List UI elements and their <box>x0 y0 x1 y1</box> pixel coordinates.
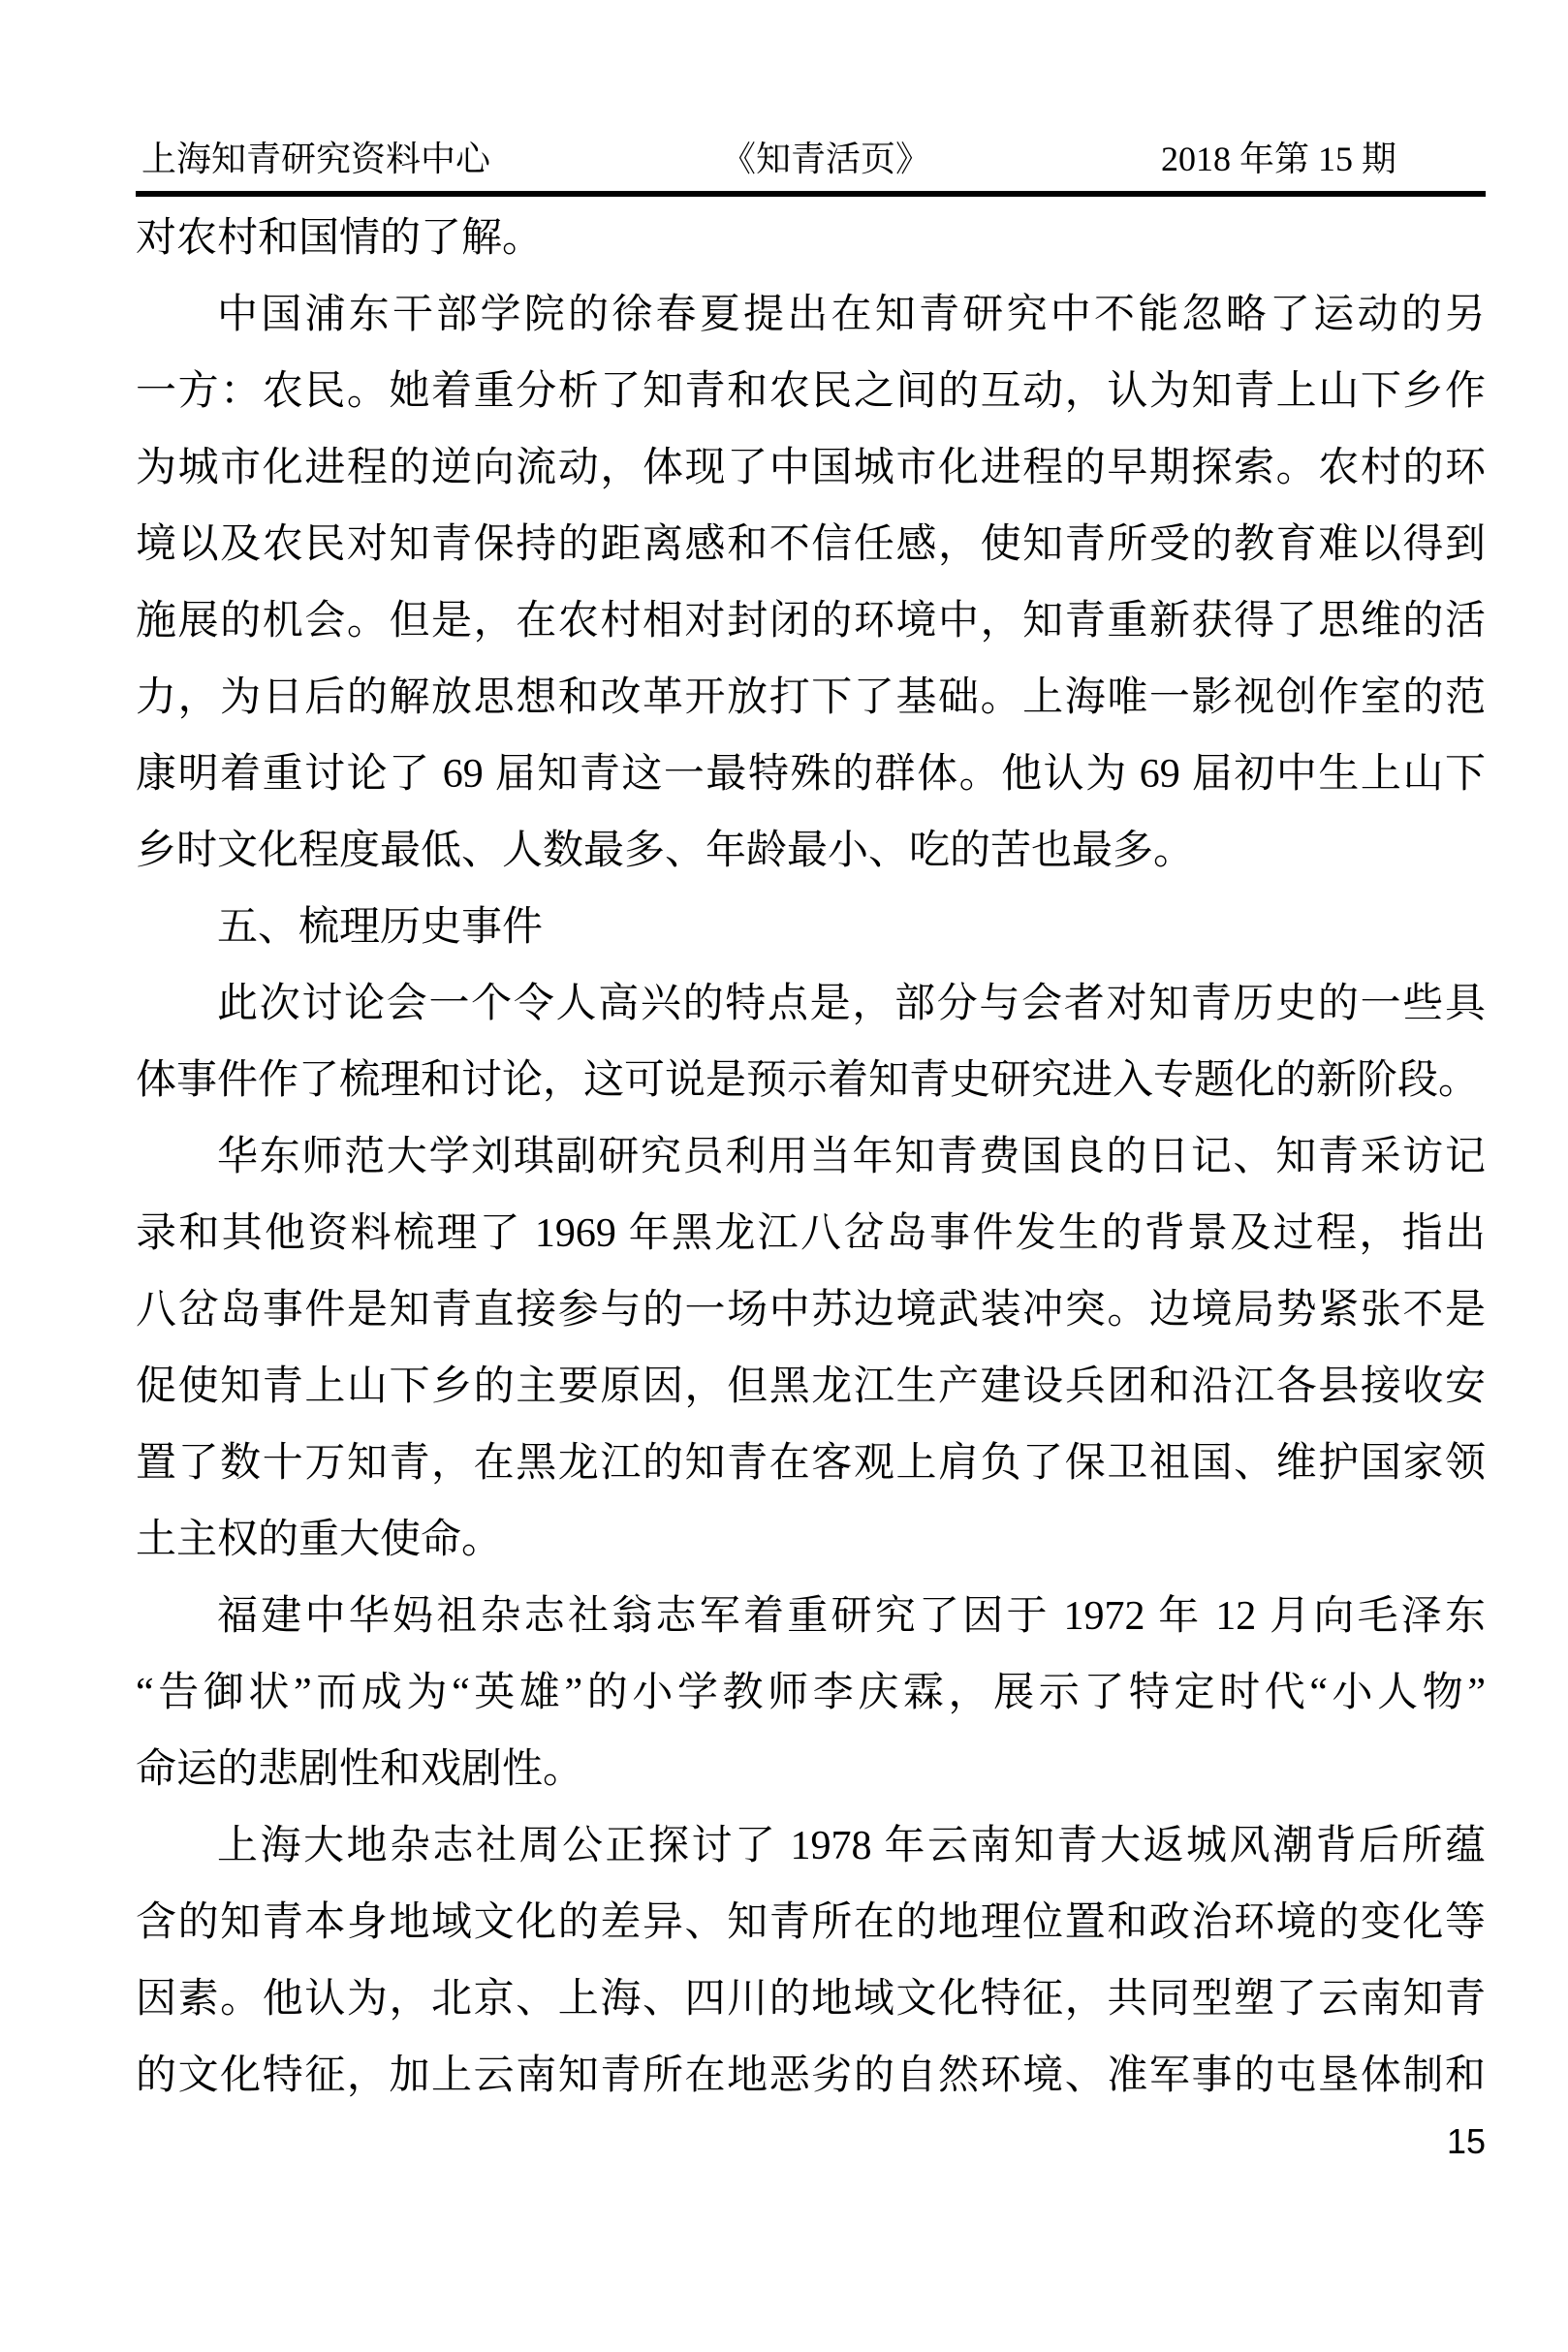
page-header <box>136 139 1486 179</box>
body-text-line: 华东师范大学刘琪副研究员利用当年知青费国良的日记、知青采访记 <box>217 1135 1486 1179</box>
body-text-line: 康明着重讨论了 69 届知青这一最特殊的群体。他认为 69 届初中生上山下 <box>136 752 1486 797</box>
body-text-line: 五、梳理历史事件 <box>217 905 544 950</box>
page-footer <box>136 2120 1486 2163</box>
body-text-line: 含的知青本身地域文化的差异、知青所在的地理位置和政治环境的变化等 <box>136 1900 1486 1945</box>
page-number: 15 <box>1446 2121 1486 2161</box>
body-text-line: 一方：农民。她着重分析了知青和农民之间的互动，认为知青上山下乡作 <box>136 369 1486 414</box>
body-text-line: 录和其他资料梳理了 1969 年黑龙江八岔岛事件发生的背景及过程，指出 <box>136 1211 1486 1256</box>
body-text-line: 因素。他认为，北京、上海、四川的地域文化特征，共同型塑了云南知青 <box>136 1977 1486 2022</box>
body-text-line: 此次讨论会一个令人高兴的特点是，部分与会者对知青历史的一些具 <box>217 982 1486 1026</box>
body-text-line: 中国浦东干部学院的徐春夏提出在知青研究中不能忽略了运动的另 <box>217 293 1486 337</box>
body-text-line: 施展的机会。但是，在农村相对封闭的环境中，知青重新获得了思维的活 <box>136 599 1486 643</box>
body-text-line: 置了数十万知青，在黑龙江的知青在客观上肩负了保卫祖国、维护国家领 <box>136 1441 1486 1486</box>
header-issue-info: 2018 年第 15 期 <box>1160 140 1396 178</box>
body-text-line: 为城市化进程的逆向流动，体现了中国城市化进程的早期探索。农村的环 <box>136 446 1486 490</box>
header-publication-title: 《知青活页》 <box>720 140 930 178</box>
body-text-line: 的文化特征，加上云南知青所在地恶劣的自然环境、准军事的屯垦体制和 <box>136 2054 1486 2098</box>
body-text-line: 力，为日后的解放思想和改革开放打下了基础。上海唯一影视创作室的范 <box>136 675 1486 720</box>
header-rule-divider <box>136 191 1486 197</box>
body-text-line: 体事件作了梳理和讨论，这可说是预示着知青史研究进入专题化的新阶段。 <box>136 1058 1480 1103</box>
body-text-line: 八岔岛事件是知青直接参与的一场中苏边境武装冲突。边境局势紧张不是 <box>136 1288 1486 1333</box>
document-body <box>136 201 1486 2115</box>
body-text-line: 土主权的重大使命。 <box>136 1518 503 1562</box>
body-text-line: “告御状”而成为“英雄”的小学教师李庆霖，展示了特定时代“小人物” <box>136 1671 1486 1715</box>
body-text-line: 福建中华妈祖杂志社翁志军着重研究了因于 1972 年 12 月向毛泽东 <box>217 1594 1486 1639</box>
body-text-line: 境以及农民对知青保持的距离感和不信任感，使知青所受的教育难以得到 <box>136 522 1486 567</box>
body-text-line: 上海大地杂志社周公正探讨了 1978 年云南知青大返城风潮背后所蕴 <box>217 1824 1486 1868</box>
body-text-line: 命运的悲剧性和戏剧性。 <box>136 1747 584 1792</box>
body-text-line: 对农村和国情的了解。 <box>136 216 544 261</box>
header-organization: 上海知青研究资料中心 <box>141 140 491 178</box>
body-text-line: 乡时文化程度最低、人数最多、年龄最小、吃的苦也最多。 <box>136 829 1195 873</box>
body-text-line: 促使知青上山下乡的主要原因，但黑龙江生产建设兵团和沿江各县接收安 <box>136 1364 1486 1409</box>
